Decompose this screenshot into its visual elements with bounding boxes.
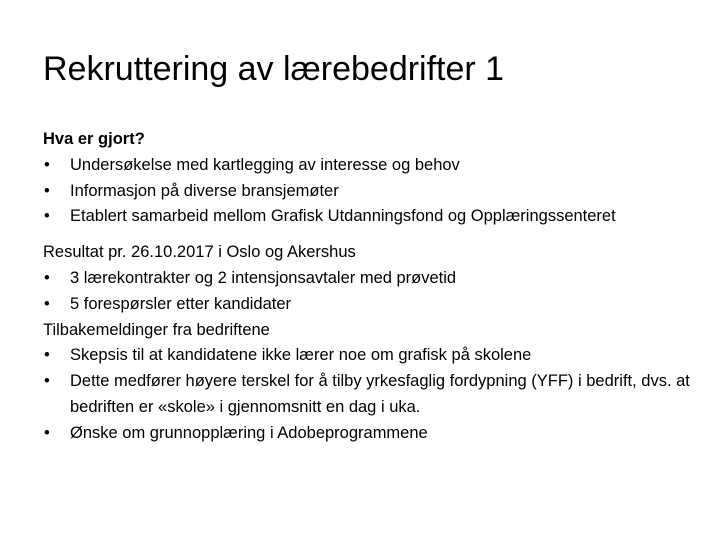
bullet-glyph: • — [44, 372, 50, 391]
section-heading-tilbakemeldinger: Tilbakemeldinger fra bedriftene — [43, 320, 270, 339]
section-spacer — [43, 230, 703, 240]
bullet-glyph: • — [44, 423, 50, 442]
bullet-item — [43, 266, 703, 292]
bullet-item — [43, 421, 703, 447]
bullet-text: Informasjon på diverse bransjemøter — [70, 181, 339, 200]
bullet-glyph: • — [44, 181, 50, 200]
bullet-item — [43, 343, 703, 369]
slide-content — [43, 127, 703, 447]
bullet-text: Skepsis til at kandidatene ikke lærer noe om grafisk på skolene — [70, 346, 532, 365]
section-heading-resultat: Resultat pr. 26.10.2017 i Oslo og Akershus — [43, 243, 356, 262]
bullet-text: 5 forespørsler etter kandidater — [70, 294, 292, 313]
bullet-text: Ønske om grunnopplæring i Adobeprogrammene — [70, 423, 428, 442]
section-heading-hva-er-gjort: Hva er gjort? — [43, 130, 145, 148]
bullet-item — [43, 179, 703, 205]
bullet-glyph: • — [44, 346, 50, 365]
bullet-item — [43, 204, 703, 230]
bullet-item — [43, 292, 703, 318]
bullet-glyph: • — [44, 207, 50, 226]
bullet-text: Etablert samarbeid mellom Grafisk Utdanningsfond og Opplæringssenteret — [70, 207, 616, 226]
bullet-text: Undersøkelse med kartlegging av interesse og behov — [70, 155, 460, 174]
bullet-item — [43, 153, 703, 179]
bullet-text: Dette medfører høyere terskel for å tilby yrkesfaglig fordypning (YFF) i bedrift, dvs. at bedriften er «skole» i gjennomsnitt en dag i uka. — [70, 372, 690, 416]
bullet-glyph: • — [44, 268, 50, 287]
bullet-text: 3 lærekontrakter og 2 intensjonsavtaler med prøvetid — [70, 268, 457, 287]
bullet-item — [43, 369, 703, 421]
bullet-glyph: • — [44, 155, 50, 174]
bullet-glyph: • — [44, 294, 50, 313]
slide-title: Rekruttering av lærebedrifter 1 — [43, 50, 505, 88]
